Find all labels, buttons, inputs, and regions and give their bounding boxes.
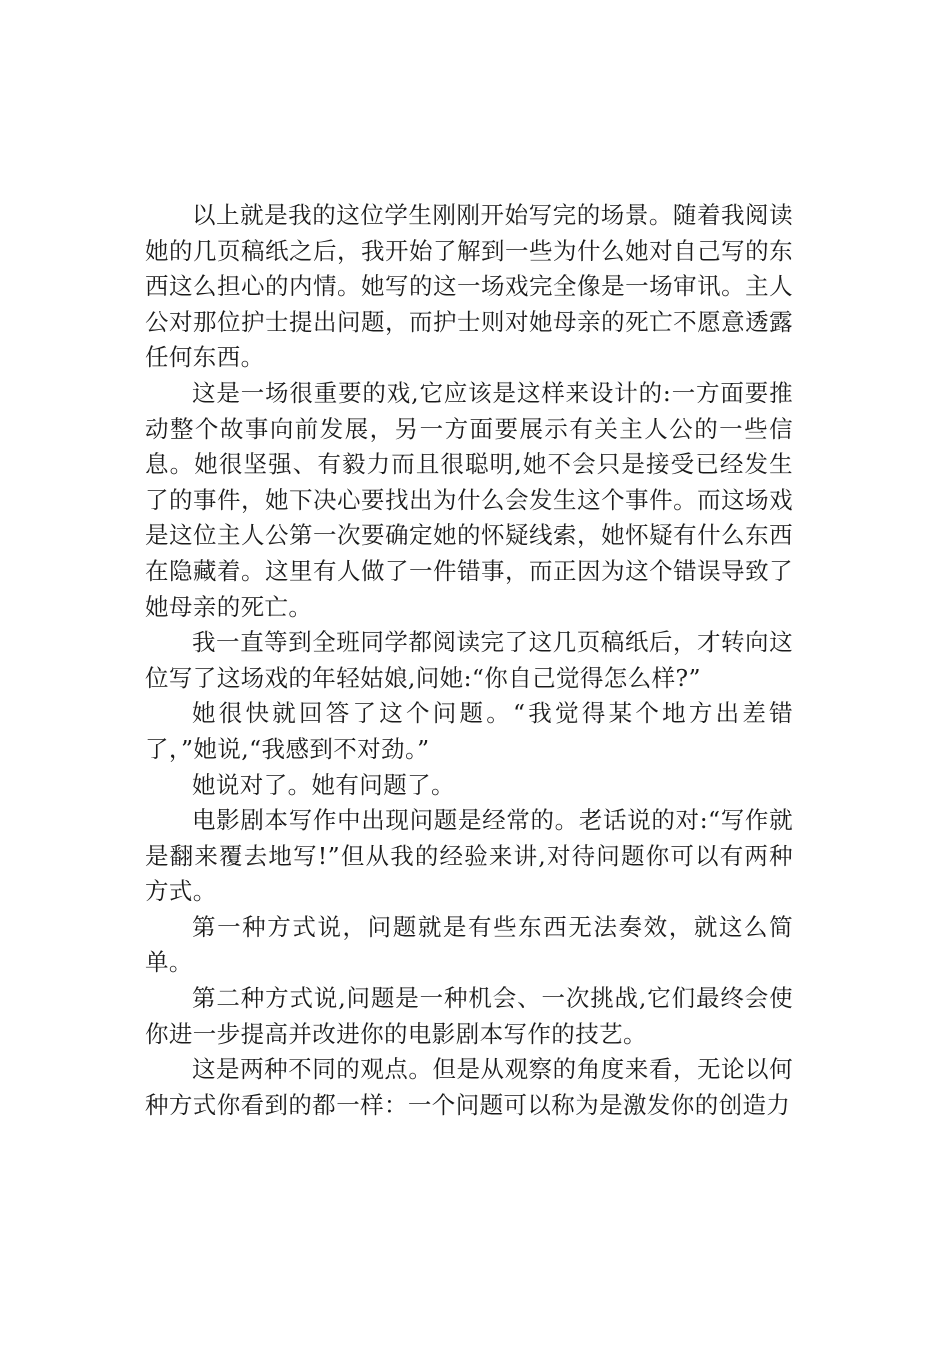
paragraph-8: 第二种方式说,问题是一种机会、一次挑战,它们最终会使你进一步提高并改进你的电影剧本写作的技艺。 xyxy=(145,984,793,1048)
paragraph-1: 以上就是我的这位学生刚刚开始写完的场景。随着我阅读她的几页稿纸之后，我开始了解到一些为什么她对自己写的东西这么担心的内情。她写的这一场戏完全像是一场审讯。主人公对那位护士提出问题，而护士则对她母亲的死亡不愿意透露任何东西。 xyxy=(145,201,793,372)
paragraph-6: 电影剧本写作中出现问题是经常的。老话说的对:“写作就是翻来覆去地写!”但从我的经验来讲,对待问题你可以有两种方式。 xyxy=(145,806,793,906)
paragraph-7: 第一种方式说，问题就是有些东西无法奏效，就这么简单。 xyxy=(145,912,793,977)
paragraph-4: 她很快就回答了这个问题。“我觉得某个地方出差错了，”她说,“我感到不对劲。” xyxy=(145,699,793,763)
paragraph-3: 我一直等到全班同学都阅读完了这几页稿纸后，才转向这位写了这场戏的年轻姑娘,问她:“你自己觉得怎么样?” xyxy=(145,628,793,692)
paragraph-2: 这是一场很重要的戏,它应该是这样来设计的:一方面要推动整个故事向前发展，另一方面要展示有关主人公的一些信息。她很坚强、有毅力而且很聪明,她不会只是接受已经发生了的事件，她下决心要找出为什么会发生这个事件。而这场戏是这位主人公第一次要确定她的怀疑线索，她怀疑有什么东西在隐藏着。这里有人做了一件错事，而正因为这个错误导致了她母亲的死亡。 xyxy=(145,378,793,621)
paragraph-5: 她说对了。她有问题了。 xyxy=(192,770,455,799)
paragraph-9: 这是两种不同的观点。但是从观察的角度来看，无论以何种方式你看到的都一样：一个问题可以称为是激发你的创造力 xyxy=(145,1055,793,1119)
body-text xyxy=(145,198,793,1123)
